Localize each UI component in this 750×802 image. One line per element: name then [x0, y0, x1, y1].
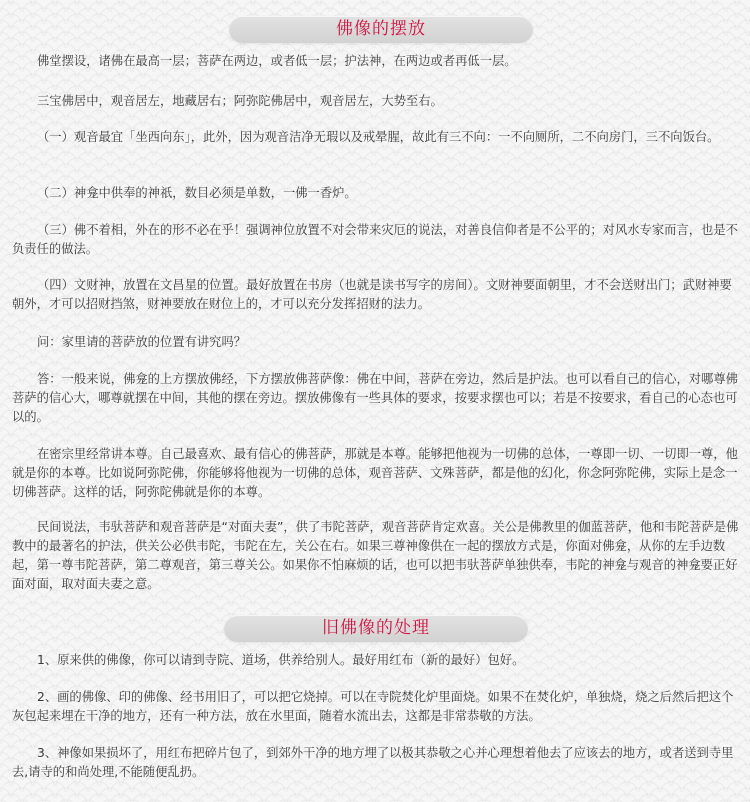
paragraph-answer: 答：一般来说，佛龛的上方摆放佛经，下方摆放佛菩萨像：佛在中间，菩萨在旁边，然后是护法。也可以看自己的信心，对哪尊佛菩萨的信心大，哪尊就摆在中间，其他的摆在旁边。摆放佛像有一些具体的要求，按要求摆也可以；若是不按要求，看自己的心态也可以的。	[12, 372, 738, 424]
paragraph-shrine-layout: 佛堂摆设，诸佛在最高一层；菩萨在两边，或者低一层；护法神，在两边或者再低一层。	[37, 54, 517, 68]
paragraph-guanyin-direction: （一）观音最宜「坐西向东」，此外，因为观音洁净无瑕以及戒晕腥，故此有三不向：一不向厕所，二不向房门，三不向饭台。	[37, 130, 720, 144]
paragraph-tantric-yidam: 在密宗里经常讲本尊。自己最喜欢、最有信心的佛菩萨，那就是本尊。能够把他视为一切佛的总体，一尊即一切、一切即一尊，他就是你的本尊。比如说阿弥陀佛，你能够将他视为一切佛的总体，观音菩萨、文殊菩萨，都是他的幻化，你念阿弥陀佛，实际上是念一切佛菩萨。这样的话，阿弥陀佛就是你的本尊。	[12, 447, 738, 499]
paragraph-three-treasures: 三宝佛居中，观音居左，地藏居右；阿弥陀佛居中，观音居左，大势至右。	[37, 94, 443, 108]
section-title-buddha-placement: 佛像的摆放	[229, 16, 533, 43]
paragraph-old-statue-method-1: 1、原来供的佛像，你可以请到寺院、道场，供养给别人。最好用红布（新的最好）包好。	[37, 653, 525, 667]
paragraph-wealth-gods: （四）文财神，放置在文昌星的位置。最好放置在书房（也就是读书写字的房间）。文财神要面朝里，才不会送财出门；武财神要朝外，才可以招财挡煞，财神要放在财位上的，才可以充分发挥招财的法力。	[12, 278, 732, 311]
paragraph-odd-number-deities: （二）神龛中供奉的神祇，数目必须是单数，一佛一香炉。	[37, 186, 357, 200]
paragraph-old-statue-method-2: 2、画的佛像、印的佛像、经书用旧了，可以把它烧掉。可以在寺院焚化炉里面烧。如果不在焚化炉，单独烧，烧之后然后把这个灰包起来埋在干净的地方，还有一种方法，放在水里面，随着水流出去，这都是非常恭敬的方法。	[12, 690, 734, 723]
paragraph-question: 问：家里请的菩萨放的位置有讲究吗？	[37, 335, 247, 349]
paragraph-folk-saying: 民间说法，韦驮菩萨和观音菩萨是“对面夫妻”，供了韦陀菩萨，观音菩萨肯定欢喜。关公是佛教里的伽蓝菩萨，他和韦陀菩萨是佛教中的最著名的护法，供关公必供韦陀，韦陀在左，关公在右。如果三尊神像供在一起的摆放方式是，你面对佛龛，从你的左手边数起，第一尊韦陀菩萨，第二尊观音，第三尊关公。如果你不怕麻烦的话，也可以把韦驮菩萨单独供奉，韦陀的神龛与观音的神龛要正好面对面，取对面夫妻之意。	[12, 520, 739, 591]
paragraph-no-attachment: （三）佛不着相，外在的形不必在乎！强调神位放置不对会带来灾厄的说法，对善良信仰者是不公平的；对风水专家而言，也是不负责任的做法。	[12, 223, 738, 256]
section-title-old-statues: 旧佛像的处理	[224, 615, 528, 642]
paragraph-old-statue-method-3: 3、神像如果损坏了，用红布把碎片包了，到郊外干净的地方埋了以极其恭敬之心并心理想着他去了应该去的地方，或者送到寺里去,请寺的和尚处理,不能随便乱扔。	[12, 746, 734, 779]
